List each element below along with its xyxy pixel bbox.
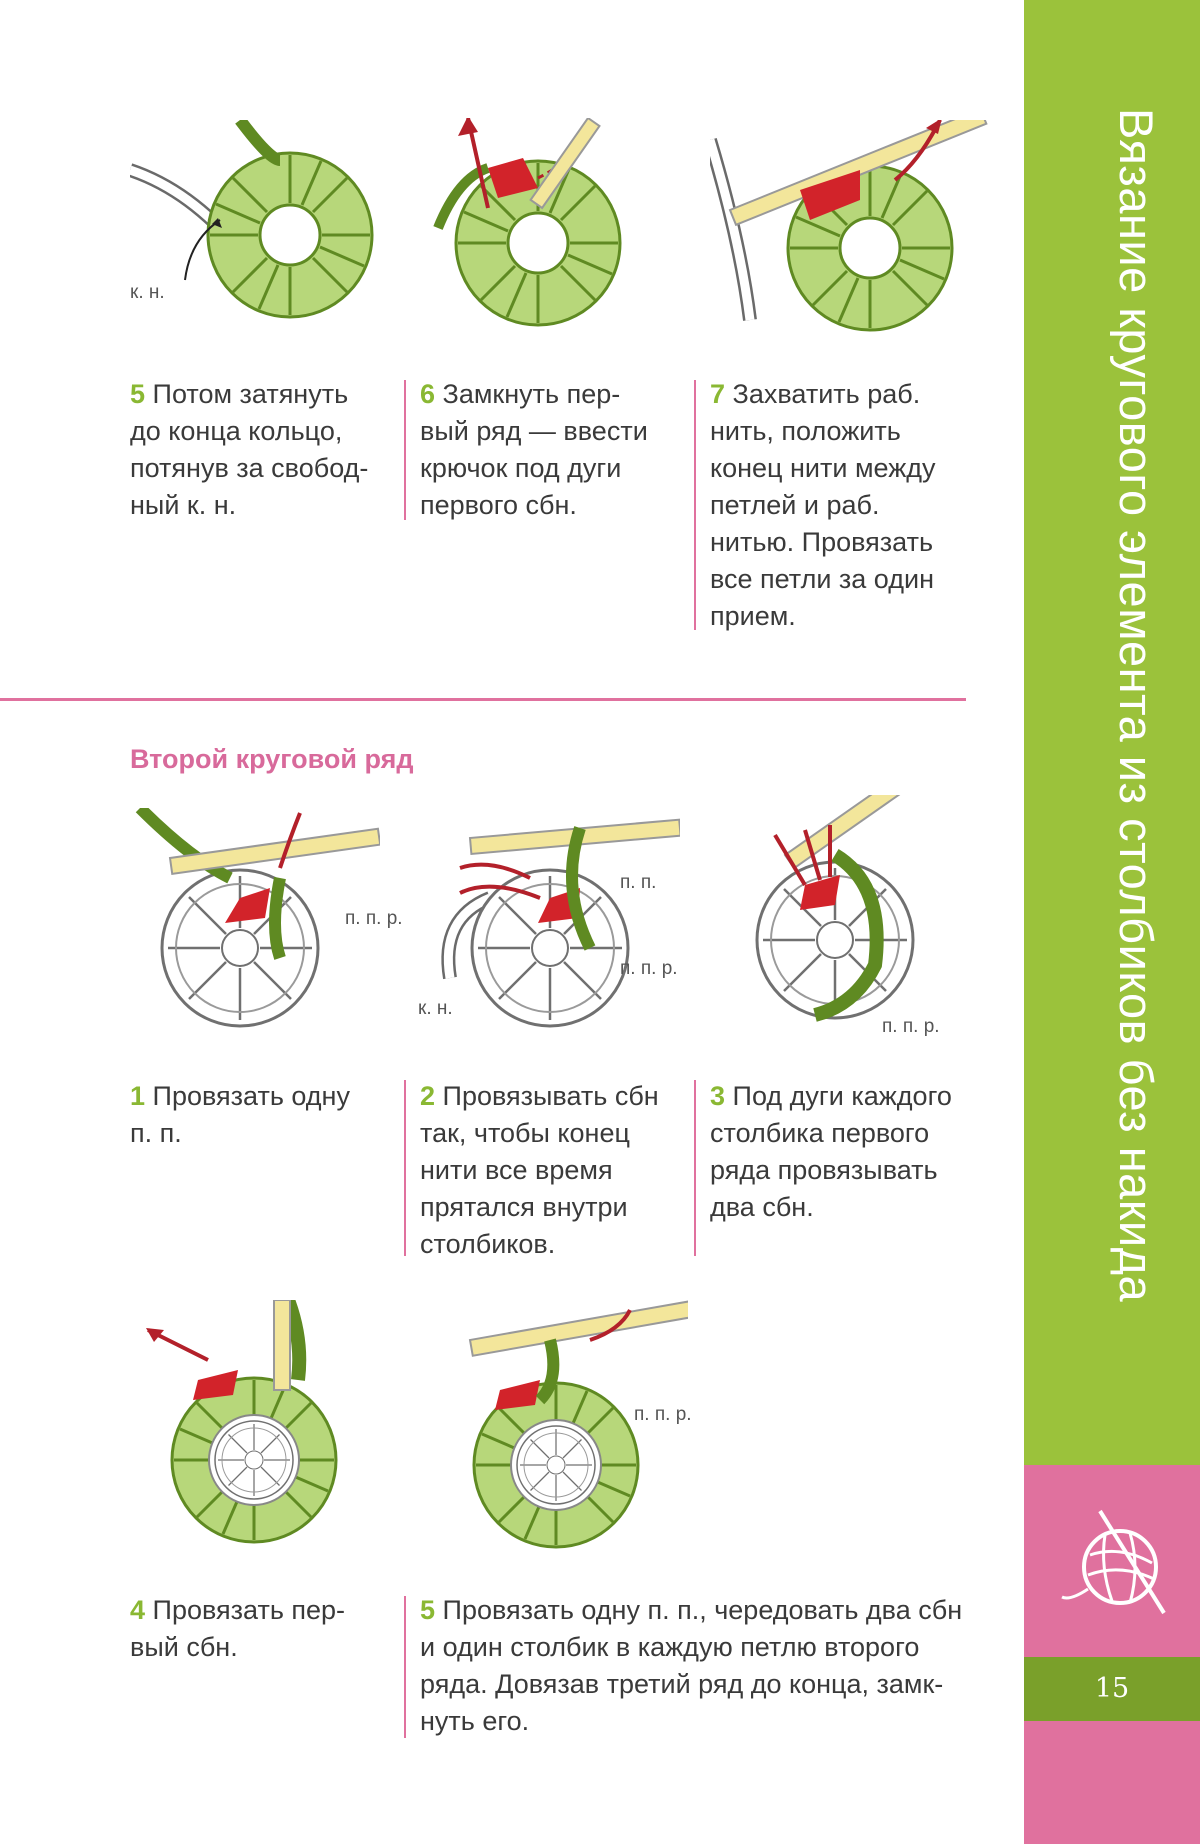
caption-line: нитью. Провязать <box>710 527 934 557</box>
step-number: 2 <box>420 1081 436 1111</box>
divider-vertical <box>694 1080 696 1256</box>
step-number: 4 <box>130 1595 146 1625</box>
caption-line: ный к. н. <box>130 490 237 520</box>
page-number: 15 <box>1094 1673 1130 1704</box>
caption-line: потянув за свобод- <box>130 453 369 483</box>
caption-line: все петли за один <box>710 564 934 594</box>
yarn-ball-icon <box>1060 1505 1172 1617</box>
caption-line <box>130 376 368 413</box>
chapter-sidebar <box>1024 0 1200 1844</box>
figure-bottom-step-5 <box>440 1300 688 1578</box>
divider-vertical <box>404 380 406 520</box>
caption-text: Потом затянуть <box>152 379 349 409</box>
section-divider <box>0 698 966 701</box>
caption-line <box>130 1078 350 1115</box>
caption-line: ряда провязывать <box>710 1155 938 1185</box>
caption-line: столбика первого <box>710 1118 930 1148</box>
step-number: 7 <box>710 379 726 409</box>
label-ppr-bottom: п. п. р. <box>634 1404 692 1425</box>
sidebar-pink-footer <box>1024 1721 1200 1844</box>
label-ppr-1: п. п. р. <box>345 908 403 929</box>
caption-line <box>130 1592 345 1629</box>
caption-text: Захватить раб. <box>732 379 921 409</box>
figure-step-6-ring <box>428 118 678 333</box>
caption-top-step-6 <box>420 376 648 524</box>
caption-row2-step-2 <box>420 1078 659 1263</box>
caption-row2-step-1 <box>130 1078 350 1152</box>
caption-line: прием. <box>710 601 796 631</box>
caption-text: Провязывать сбн <box>442 1081 659 1111</box>
caption-top-step-5 <box>130 376 368 524</box>
caption-text: Провязать пер- <box>152 1595 346 1625</box>
step-number: 1 <box>130 1081 146 1111</box>
caption-line: прятался внутри <box>420 1192 628 1222</box>
caption-text: Провязать одну п. п., чередовать два сбн <box>442 1595 963 1625</box>
section-heading: Второй круговой ряд <box>130 744 414 774</box>
caption-bottom-step-4 <box>130 1592 345 1666</box>
label-kn-2: к. н. <box>418 998 453 1019</box>
caption-line: первого сбн. <box>420 490 577 520</box>
figure-bottom-step-4 <box>138 1300 383 1578</box>
caption-line: и один столбик в каждую петлю второго <box>420 1632 920 1662</box>
label-kn-top: к. н. <box>130 282 165 303</box>
figure-row2-step-2 <box>430 808 680 1033</box>
caption-line <box>710 1078 952 1115</box>
caption-line: петлей и раб. <box>710 490 880 520</box>
caption-top-step-7 <box>710 376 936 635</box>
label-pp-2: п. п. <box>620 872 657 893</box>
caption-line: нуть его. <box>420 1706 530 1736</box>
caption-line: нить, положить <box>710 416 901 446</box>
caption-text: Под дуги каждого <box>732 1081 952 1111</box>
divider-vertical <box>404 1080 406 1256</box>
caption-line: вый сбн. <box>130 1632 238 1662</box>
caption-line <box>420 1592 962 1629</box>
caption-line: два сбн. <box>710 1192 814 1222</box>
caption-line: вый ряд — ввести <box>420 416 648 446</box>
caption-line: до конца кольцо, <box>130 416 343 446</box>
figure-row2-step-1 <box>130 808 380 1033</box>
figure-row2-step-3 <box>725 795 965 1025</box>
caption-text: Провязать одну <box>152 1081 350 1111</box>
caption-row2-step-3 <box>710 1078 952 1226</box>
step-number: 5 <box>420 1595 436 1625</box>
caption-line: нити все время <box>420 1155 613 1185</box>
caption-line: ряда. Довязав третий ряд до конца, замк- <box>420 1669 944 1699</box>
label-ppr-2: п. п. р. <box>620 958 678 979</box>
step-number: 5 <box>130 379 146 409</box>
figure-step-5-ring <box>130 120 396 335</box>
caption-line: крючок под дуги <box>420 453 622 483</box>
step-number: 6 <box>420 379 436 409</box>
caption-line: конец нити между <box>710 453 936 483</box>
caption-line: столбиков. <box>420 1229 556 1259</box>
divider-vertical <box>694 380 696 630</box>
caption-line <box>420 376 648 413</box>
figure-step-7-ring <box>710 120 996 335</box>
caption-bottom-step-5 <box>420 1592 962 1740</box>
caption-line <box>420 1078 659 1115</box>
caption-line: п. п. <box>130 1118 182 1148</box>
label-ppr-3: п. п. р. <box>882 1016 940 1037</box>
caption-text: Замкнуть пер- <box>442 379 621 409</box>
divider-vertical <box>404 1596 406 1738</box>
caption-line <box>710 376 936 413</box>
caption-line: так, чтобы конец <box>420 1118 630 1148</box>
step-number: 3 <box>710 1081 726 1111</box>
chapter-title: Вязание кругового элемента из столбиков без накида <box>1110 108 1163 1303</box>
